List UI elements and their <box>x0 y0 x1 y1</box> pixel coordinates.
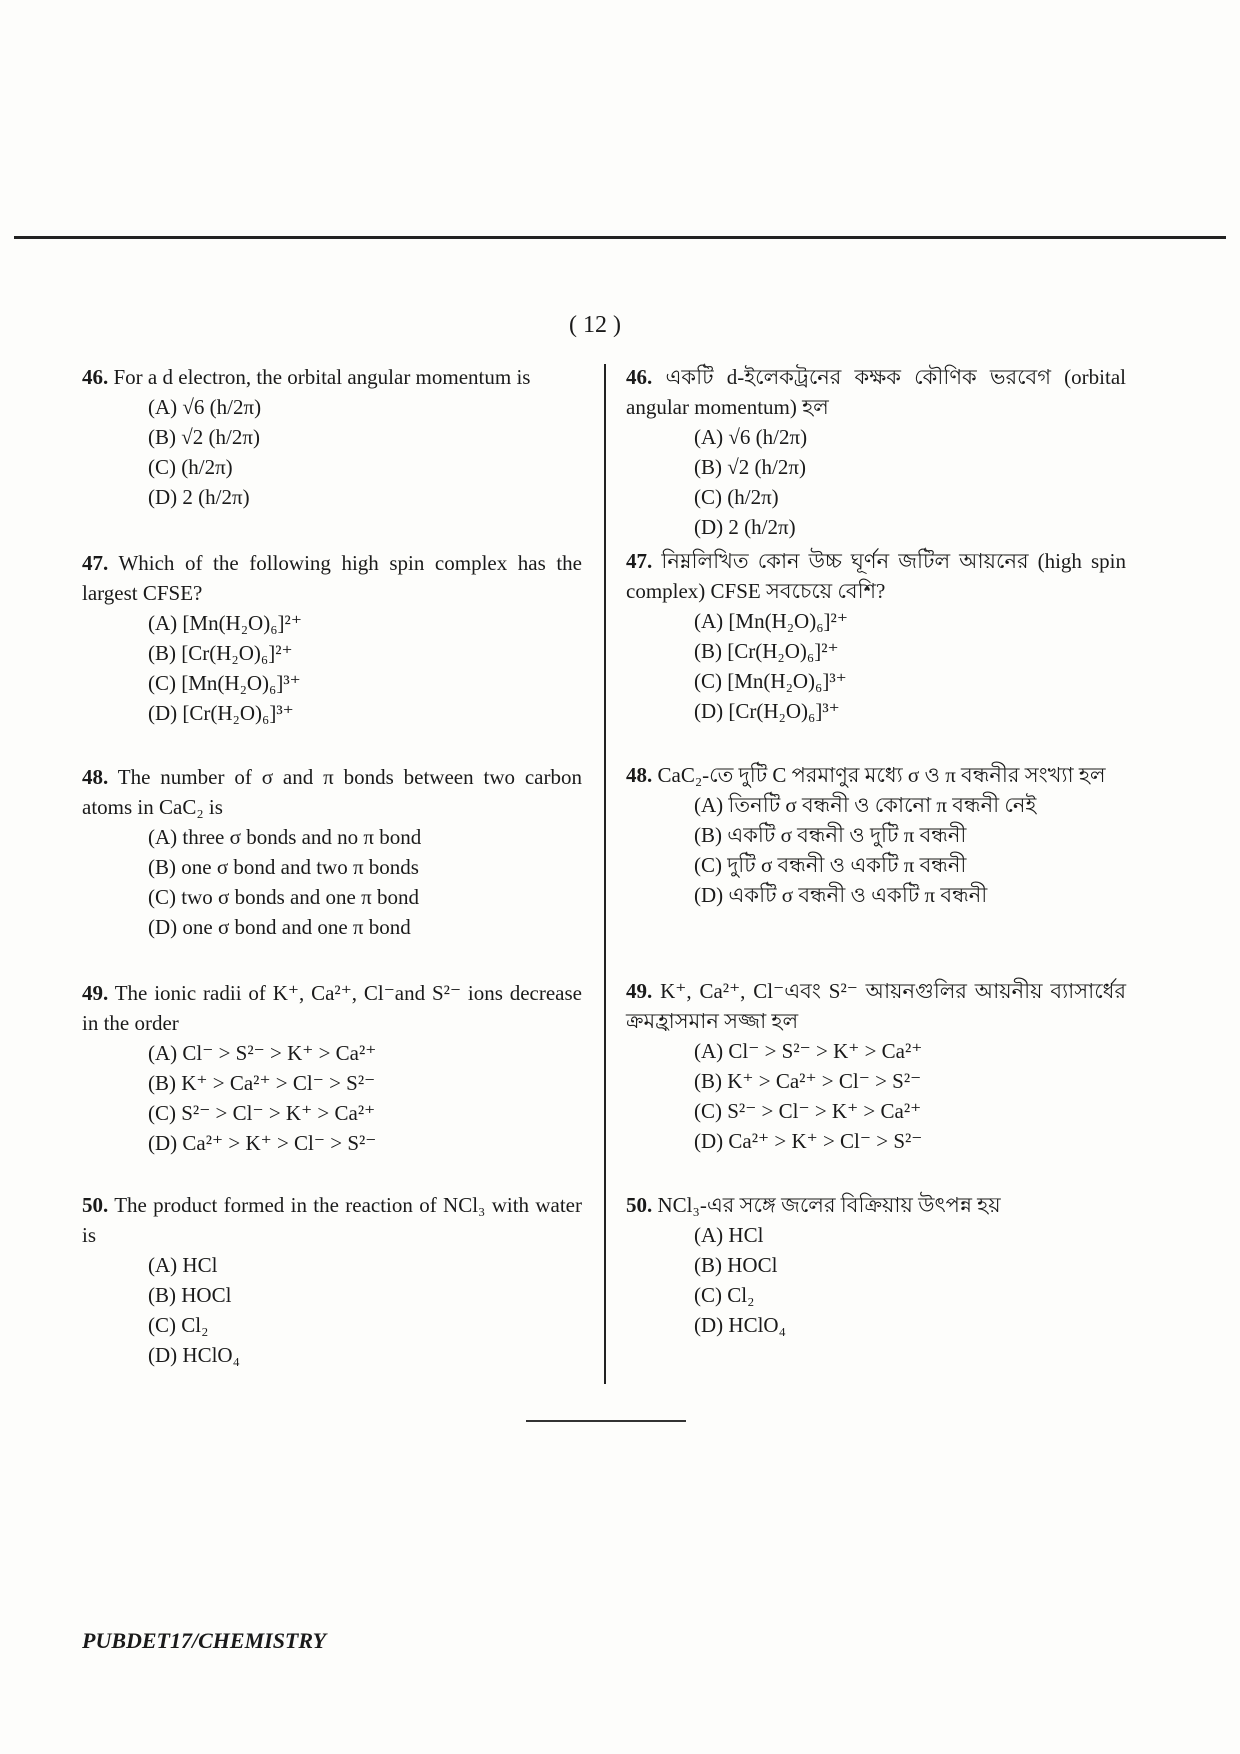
option-a: (A) Cl⁻ > S²⁻ > K⁺ > Ca²⁺ <box>694 1039 923 1063</box>
options-list <box>626 1036 1126 1156</box>
question-46-bn <box>626 362 1126 542</box>
options-list <box>626 790 1126 910</box>
option-c: (C) [Mn(H₂O)₆]³⁺ <box>148 671 301 695</box>
question-number: 46. <box>626 365 653 389</box>
option-a: (A) HCl <box>148 1253 218 1277</box>
options-list <box>626 606 1126 726</box>
option-a: (A) three σ bonds and no π bond <box>148 825 422 849</box>
options-list <box>82 608 582 728</box>
question-stem: NCl₃-এর সঙ্গে জলের বিক্রিয়ায় উৎপন্ন হয় <box>657 1193 1001 1217</box>
option-c: (C) দুটি σ বন্ধনী ও একটি π বন্ধনী <box>694 853 967 877</box>
option-b: (B) √2 (h/2π) <box>694 455 806 479</box>
column-divider <box>604 364 606 1384</box>
question-stem: The number of σ and π bonds between two carbon atoms in CaC₂ is <box>82 765 583 819</box>
options-list <box>626 1220 1126 1340</box>
option-c: (C) Cl₂ <box>694 1283 755 1307</box>
option-a: (A) [Mn(H₂O)₆]²⁺ <box>148 611 302 635</box>
option-c: (C) (h/2π) <box>694 485 779 509</box>
question-number: 50. <box>82 1193 109 1217</box>
question-46-en <box>82 362 582 512</box>
option-b: (B) [Cr(H₂O)₆]²⁺ <box>694 639 839 663</box>
option-c: (C) Cl₂ <box>148 1313 209 1337</box>
option-d: (D) HClO₄ <box>694 1313 786 1337</box>
option-b: (B) √2 (h/2π) <box>148 425 260 449</box>
question-stem: For a d electron, the orbital angular momentum is <box>113 365 531 389</box>
option-a: (A) তিনটি σ বন্ধনী ও কোনো π বন্ধনী নেই <box>694 793 1037 817</box>
option-c: (C) (h/2π) <box>148 455 233 479</box>
option-d: (D) Ca²⁺ > K⁺ > Cl⁻ > S²⁻ <box>694 1129 923 1153</box>
page-number: ( 12 ) <box>569 312 621 338</box>
end-rule <box>526 1420 686 1422</box>
question-47-en <box>82 548 582 728</box>
options-list <box>82 392 582 512</box>
question-stem: The ionic radii of K⁺, Ca²⁺, Cl⁻and S²⁻ ions decrease in the order <box>82 981 582 1035</box>
question-number: 48. <box>82 765 109 789</box>
option-c: (C) S²⁻ > Cl⁻ > K⁺ > Ca²⁺ <box>148 1101 376 1125</box>
question-number: 49. <box>82 981 109 1005</box>
option-b: (B) HOCl <box>694 1253 778 1277</box>
option-b: (B) [Cr(H₂O)₆]²⁺ <box>148 641 293 665</box>
option-c: (C) S²⁻ > Cl⁻ > K⁺ > Ca²⁺ <box>694 1099 922 1123</box>
option-d: (D) 2 (h/2π) <box>148 485 250 509</box>
options-list <box>82 1250 582 1370</box>
option-a: (A) √6 (h/2π) <box>694 425 808 449</box>
footer-code: PUBDET17/CHEMISTRY <box>82 1628 327 1653</box>
question-number: 48. <box>626 763 653 787</box>
option-b: (B) HOCl <box>148 1283 232 1307</box>
question-50-bn <box>626 1190 1126 1340</box>
question-stem: The product formed in the reaction of NCl₃ with water is <box>82 1193 582 1247</box>
question-49-en <box>82 978 582 1158</box>
top-rule <box>14 236 1226 239</box>
option-a: (A) HCl <box>694 1223 764 1247</box>
option-a: (A) Cl⁻ > S²⁻ > K⁺ > Ca²⁺ <box>148 1041 377 1065</box>
option-a: (A) √6 (h/2π) <box>148 395 262 419</box>
question-47-bn <box>626 546 1126 726</box>
option-d: (D) Ca²⁺ > K⁺ > Cl⁻ > S²⁻ <box>148 1131 377 1155</box>
question-number: 49. <box>626 979 653 1003</box>
options-list <box>82 1038 582 1158</box>
option-d: (D) একটি σ বন্ধনী ও একটি π বন্ধনী <box>694 883 988 907</box>
option-b: (B) K⁺ > Ca²⁺ > Cl⁻ > S²⁻ <box>148 1071 376 1095</box>
question-49-bn <box>626 976 1126 1156</box>
options-list <box>82 822 582 942</box>
question-number: 47. <box>626 549 653 573</box>
option-c: (C) [Mn(H₂O)₆]³⁺ <box>694 669 847 693</box>
option-d: (D) [Cr(H₂O)₆]³⁺ <box>694 699 840 723</box>
question-stem: একটি d-ইলেকট্রনের কক্ষক কৌণিক ভরবেগ (orbital angular momentum) হল <box>626 365 1126 419</box>
question-48-bn <box>626 760 1126 910</box>
question-stem: Which of the following high spin complex has the largest CFSE? <box>82 551 582 605</box>
option-b: (B) one σ bond and two π bonds <box>148 855 419 879</box>
question-50-en <box>82 1190 582 1370</box>
question-stem: K⁺, Ca²⁺, Cl⁻এবং S²⁻ আয়নগুলির আয়নীয় ব্যাসার্ধের ক্রমহ্রাসমান সজ্জা হল <box>626 979 1126 1033</box>
option-d: (D) [Cr(H₂O)₆]³⁺ <box>148 701 294 725</box>
option-d: (D) HClO₄ <box>148 1343 240 1367</box>
question-48-en <box>82 762 582 942</box>
question-number: 50. <box>626 1193 653 1217</box>
question-stem: নিম্নলিখিত কোন উচ্চ ঘূর্ণন জটিল আয়নের (high spin complex) CFSE সবচেয়ে বেশি? <box>626 549 1127 603</box>
question-stem: CaC₂-তে দুটি C পরমাণুর মধ্যে σ ও π বন্ধনীর সংখ্যা হল <box>657 763 1106 787</box>
option-c: (C) two σ bonds and one π bond <box>148 885 419 909</box>
option-a: (A) [Mn(H₂O)₆]²⁺ <box>694 609 848 633</box>
option-b: (B) একটি σ বন্ধনী ও দুটি π বন্ধনী <box>694 823 967 847</box>
option-d: (D) 2 (h/2π) <box>694 515 796 539</box>
question-number: 47. <box>82 551 109 575</box>
option-d: (D) one σ bond and one π bond <box>148 915 411 939</box>
options-list <box>626 422 1126 542</box>
option-b: (B) K⁺ > Ca²⁺ > Cl⁻ > S²⁻ <box>694 1069 922 1093</box>
question-number: 46. <box>82 365 109 389</box>
